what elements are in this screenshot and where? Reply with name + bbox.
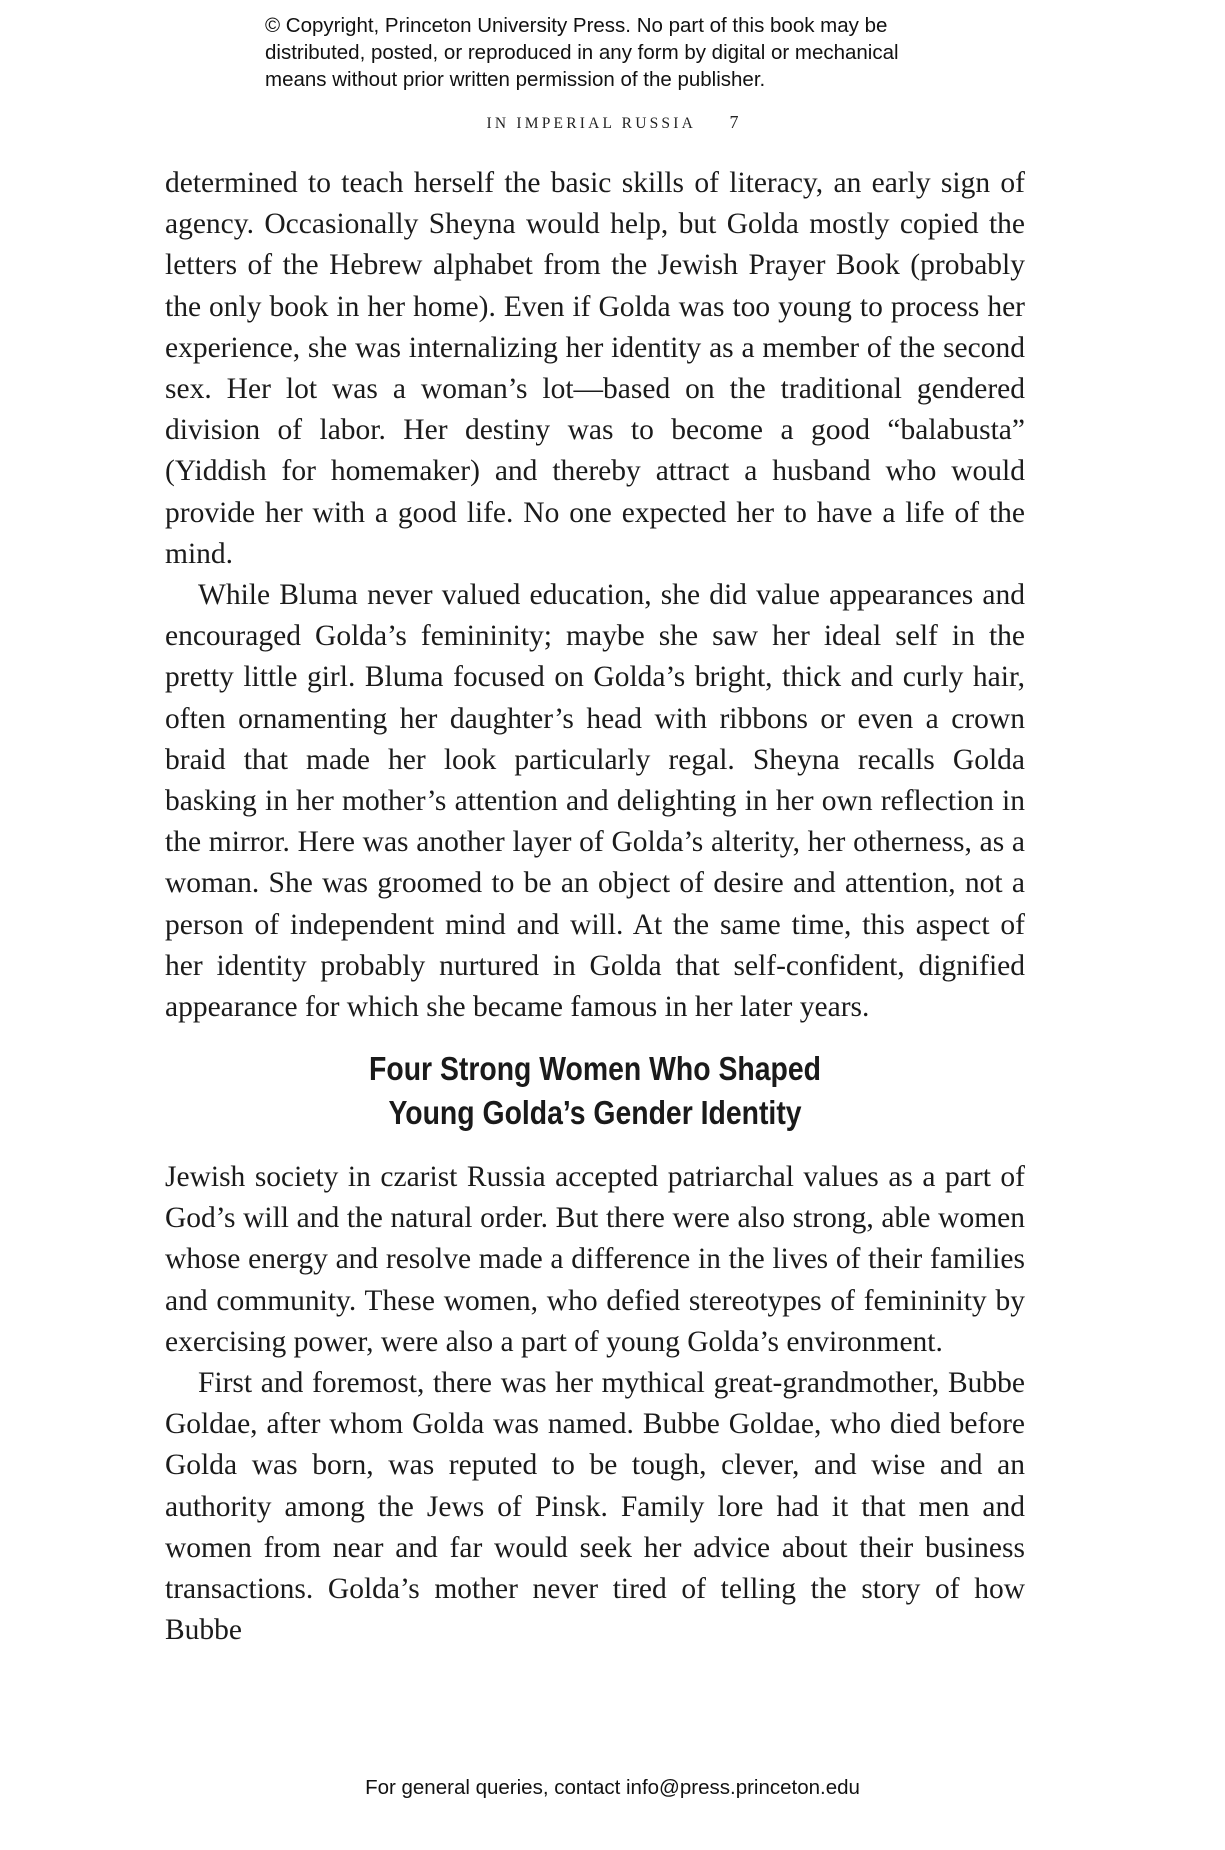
page-number: 7 [729, 112, 739, 132]
section-heading-line: Four Strong Women Who Shaped [369, 1050, 821, 1087]
running-head [0, 112, 1225, 133]
footer-contact: For general queries, contact info@press.princeton.edu [365, 1776, 860, 1799]
body-text-bottom [165, 1157, 1025, 1651]
section-heading [225, 1047, 965, 1135]
copyright-line: means without prior written permission of the publisher. [265, 68, 766, 91]
copyright-notice [265, 12, 985, 93]
copyright-line: © Copyright, Princeton University Press. No part of this book may be [265, 14, 888, 37]
paragraph: Jewish society in czarist Russia accepted patriarchal values as a part of God’s will and the natural order. But there were also strong, able women whose energy and resolve made a difference in the lives of their families and community. These women, who defied stereotypes of femininity by exercising power, were also a part of young Golda’s environment. [165, 1161, 1025, 1358]
section-heading-line: Young Golda’s Gender Identity [388, 1094, 802, 1131]
paragraph: While Bluma never valued education, she did value appearances and encouraged Golda’s femininity; maybe she saw her ideal self in the pretty little girl. Bluma focused on Golda’s bright, thick and curly hair, often ornamenting her daughter’s head with ribbons or even a crown braid that made her look particularly regal. Sheyna recalls Golda basking in her mother’s attention and delighting in her own reflection in the mirror. Here was another layer of Golda’s alterity, her otherness, as a woman. She was groomed to be an object of desire and attention, not a person of independent mind and will. At the same time, this aspect of her identity probably nurtured in Golda that self-confident, dignified appearance for which she became famous in her later years. [165, 579, 1025, 1024]
paragraph: determined to teach herself the basic skills of literacy, an early sign of agency. Occasionally Sheyna would help, but Golda mostly copied the letters of the Hebrew alphabet from the Jewish Prayer Book (probably the only book in her home). Even if Golda was too young to process her experience, she was internalizing her identity as a member of the second sex. Her lot was a woman’s lot—based on the traditional gendered division of labor. Her destiny was to become a good “balabusta” (Yiddish for homemaker) and thereby attract a husband who would provide her with a good life. No one expected her to have a life of the mind. [165, 167, 1025, 570]
body-text-top [165, 163, 1025, 1028]
paragraph: First and foremost, there was her mythical great-grandmother, Bubbe Goldae, after whom Golda was named. Bubbe Goldae, who died before Golda was born, was reputed to be tough, clever, and wise and an authority among the Jews of Pinsk. Family lore had it that men and women from near and far would seek her advice about their business transactions. Golda’s mother never tired of telling the story of how Bubbe [165, 1367, 1025, 1647]
copyright-line: distributed, posted, or reproduced in any form by digital or mechanical [265, 41, 899, 64]
running-head-title: IN IMPERIAL RUSSIA [486, 115, 696, 132]
